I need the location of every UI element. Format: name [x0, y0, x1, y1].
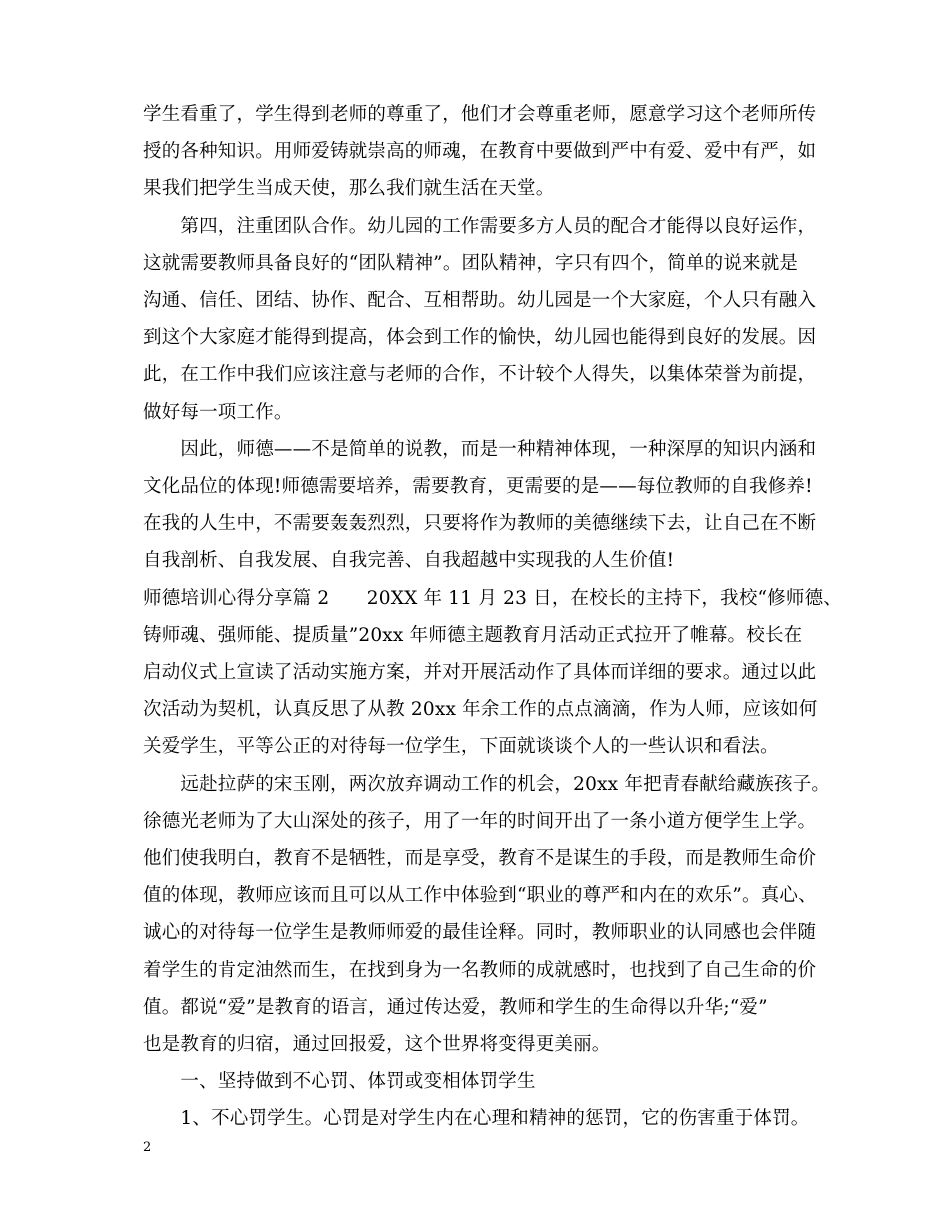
text-line-1: 学生看重了，学生得到老师的尊重了，他们才会尊重老师，愿意学习这个老师所传 [143, 104, 817, 125]
text-line-4: 第四，注重团队合作。幼儿园的工作需要多方人员的配合才能得以良好运作， [143, 215, 817, 237]
text-line-10: 因此，师德——不是简单的说教，而是一种精神体现，一种深厚的知识内涵和 [143, 438, 817, 460]
text-line-11: 文化品位的体现!师德需要培养，需要教育，更需要的是——每位教师的自我修养! [143, 476, 813, 497]
text-line-14: 师德培训心得分享篇 2 20XX 年 11 月 23 日，在校长的主持下，我校“修师德、 [143, 587, 842, 609]
text-line-28: 1、不心罚学生。心罚是对学生内在心理和精神的惩罚，它的伤害重于体罚。 [143, 1108, 810, 1130]
text-line-12: 在我的人生中，不需要轰轰烈烈，只要将作为教师的美德继续下去，让自己在不断 [143, 513, 817, 535]
text-line-9: 做好每一项工作。 [143, 401, 293, 423]
text-line-5: 这就需要教师具备良好的“团队精神”。团队精神，字只有四个，简单的说来就是 [143, 252, 799, 274]
text-line-21: 他们使我明白，教育不是牺牲，而是享受，教育不是谋生的手段，而是教师生命价 [143, 848, 817, 869]
text-line-17: 次活动为契机，认真反思了从教 20xx 年余工作的点点滴滴，作为人师，应该如何 [143, 699, 818, 721]
text-line-22: 值的体现，教师应该而且可以从工作中体验到“职业的尊严和内在的欢乐”。真心、 [143, 885, 817, 907]
text-line-6: 沟通、信任、团结、协作、配合、互相帮助。幼儿园是一个大家庭，个人只有融入 [143, 290, 817, 311]
text-line-23: 诚心的对待每一位学生是教师师爱的最佳诠释。同时，教师职业的认同感也会伴随 [143, 922, 817, 944]
text-line-13: 自我剖析、自我发展、自我完善、自我超越中实现我的人生价值! [143, 550, 675, 572]
text-line-3: 果我们把学生当成天使，那么我们就生活在天堂。 [143, 178, 555, 200]
text-line-8: 此，在工作中我们应该注意与老师的合作，不计较个人得失，以集体荣誉为前提， [143, 364, 817, 386]
text-line-24: 着学生的肯定油然而生，在找到身为一名教师的成就感时，也找到了自己生命的价 [143, 959, 817, 981]
text-line-16: 启动仪式上宣读了活动实施方案，并对开展活动作了具体而详细的要求。通过以此 [143, 662, 817, 683]
page-number: 2 [143, 1140, 152, 1155]
text-line-26: 也是教育的归宿，通过回报爱，这个世界将变得更美丽。 [143, 1034, 611, 1055]
text-line-18: 关爱学生，平等公正的对待每一位学生，下面就谈谈个人的一些认识和看法。 [143, 736, 779, 758]
text-line-25: 值。都说“爱”是教育的语言，通过传达爱，教师和学生的生命得以升华;“爱” [143, 996, 768, 1018]
text-line-2: 授的各种知识。用师爱铸就崇高的师魂，在教育中要做到严中有爱、爱中有严，如 [143, 141, 817, 163]
text-line-27: 一、坚持做到不心罚、体罚或变相体罚学生 [143, 1071, 536, 1093]
text-line-7: 到这个大家庭才能得到提高，体会到工作的愉快，幼儿园也能得到良好的发展。因 [143, 327, 817, 349]
text-line-20: 徐德光老师为了大山深处的孩子，用了一年的时间开出了一条小道方便学生上学。 [143, 810, 817, 832]
text-line-19: 远赴拉萨的宋玉刚，两次放弃调动工作的机会，20xx 年把青春献给藏族孩子。 [143, 773, 831, 795]
text-line-15: 铸师魂、强师能、提质量”20xx 年师德主题教育月活动正式拉开了帷幕。校长在 [143, 624, 803, 646]
